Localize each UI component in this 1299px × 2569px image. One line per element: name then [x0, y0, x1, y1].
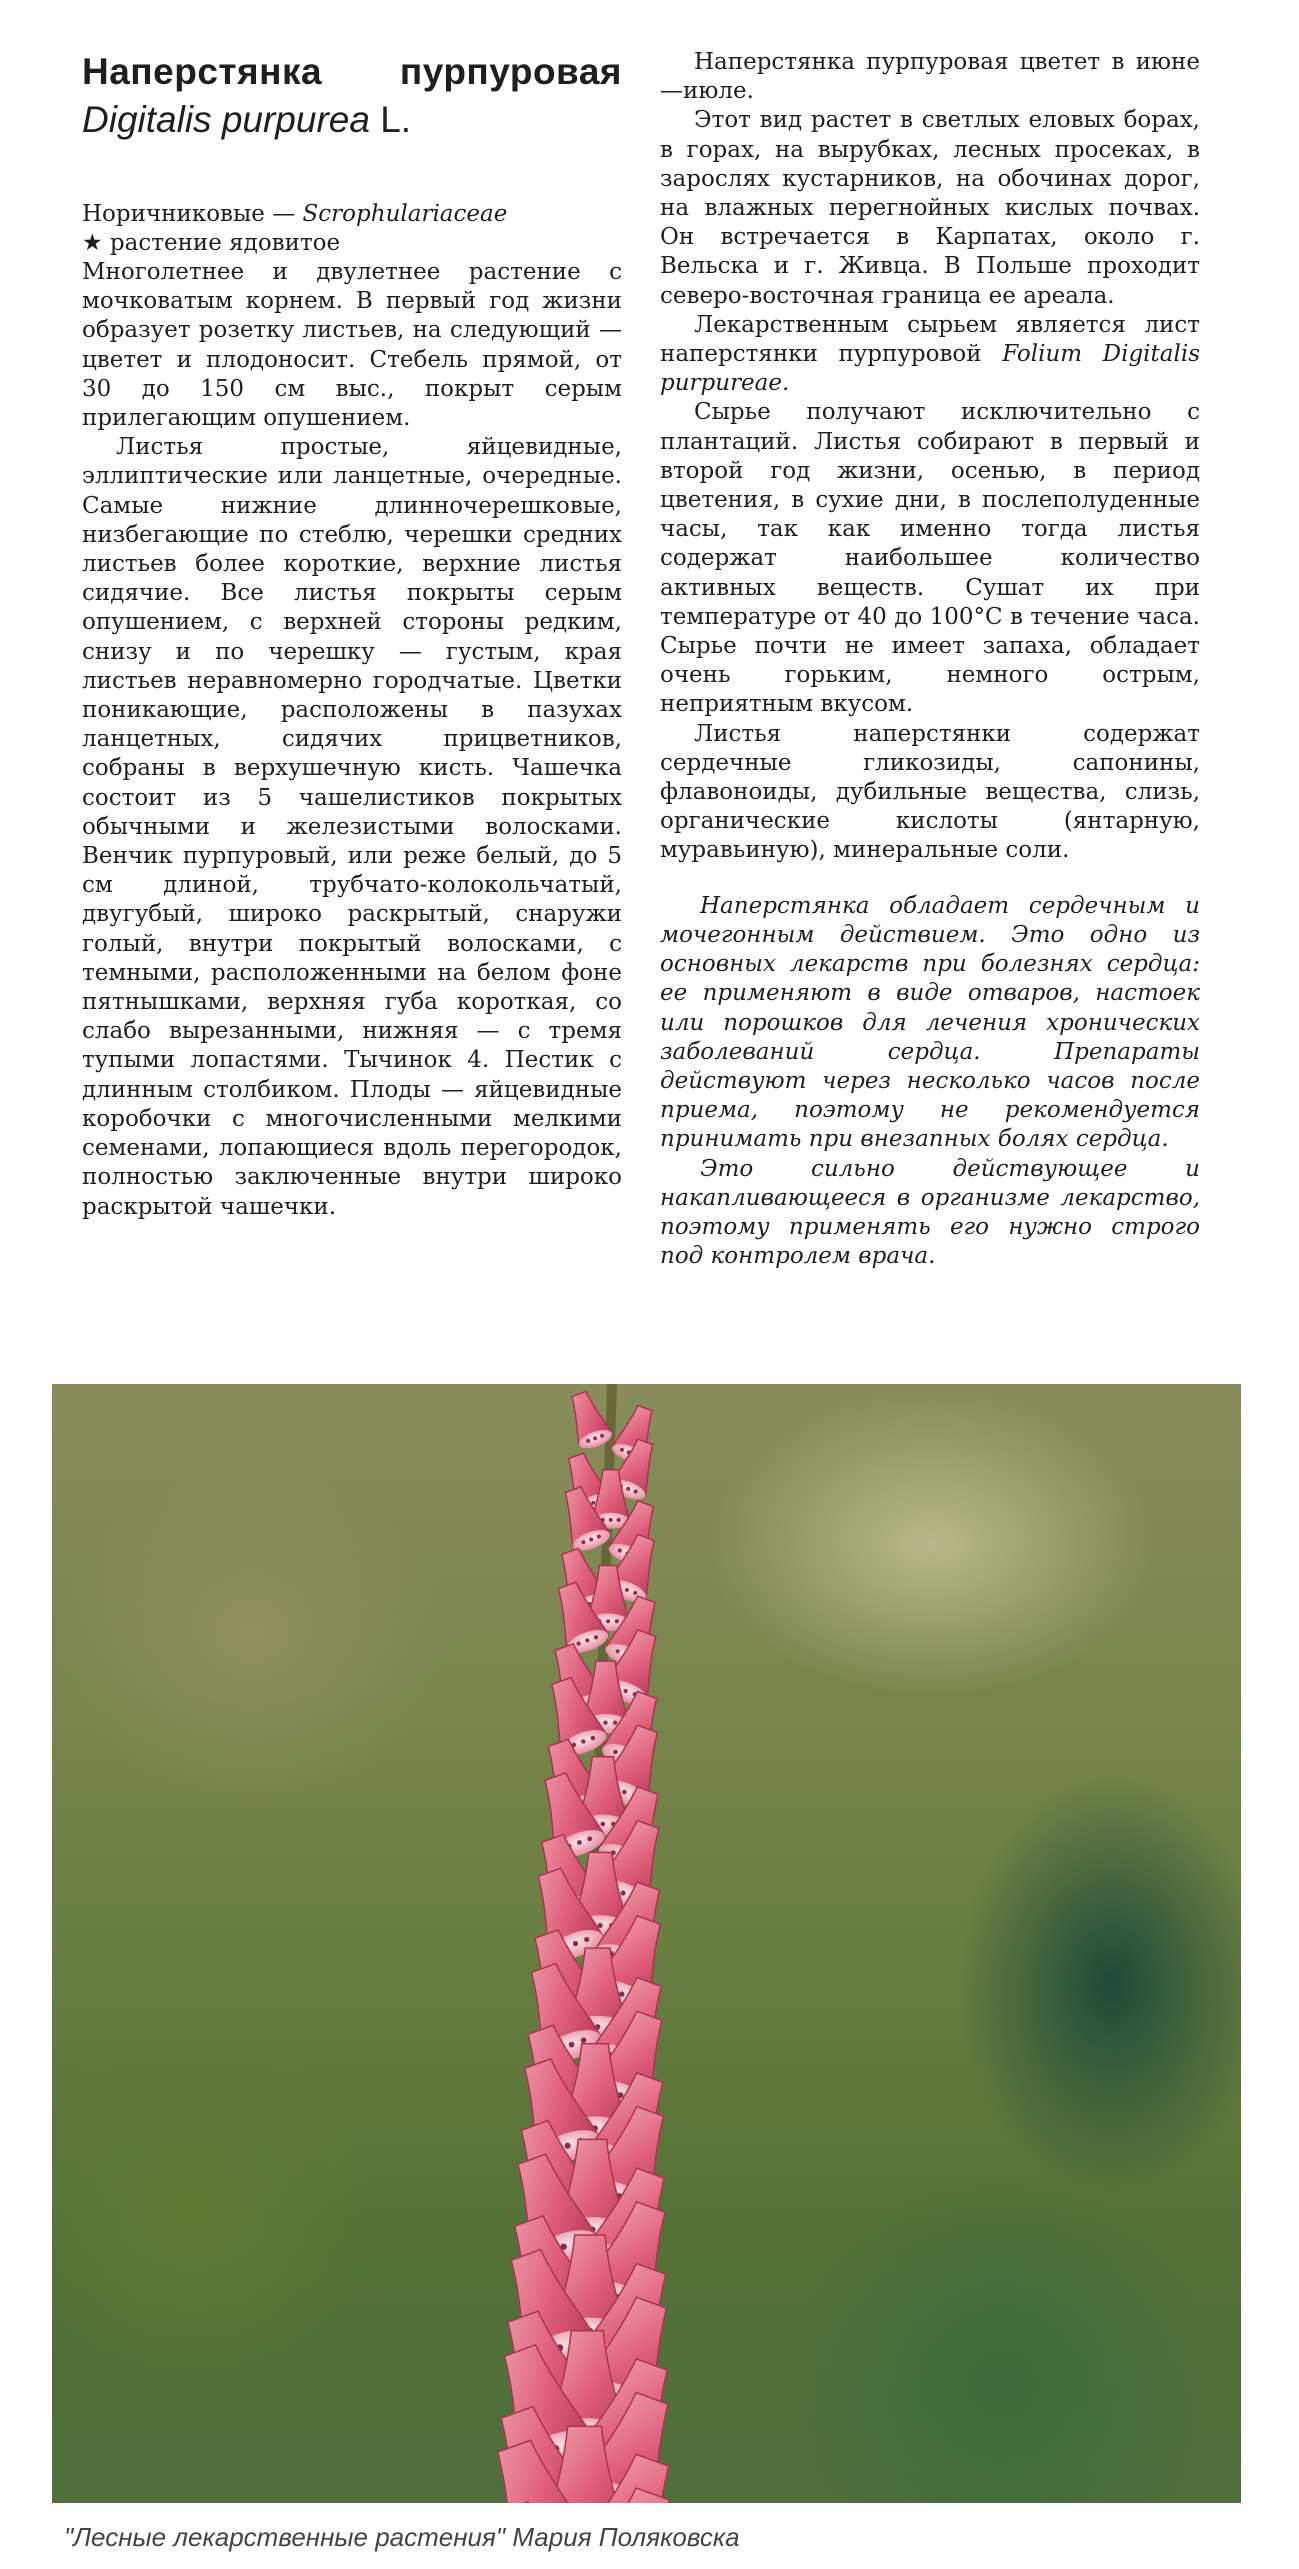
poison-note: ★ растение ядовитое	[82, 230, 341, 256]
paragraph-warning: Это сильно действующее и накапливающееся в организме лекарство, поэтому применять его нужно строго под контролем врача.	[660, 1155, 1200, 1270]
paragraph-habitat: Этот вид растет в светлых еловых борах, в горах, на вырубках, лесных просеках, в зарослях кустарников, на обочинах дорог, на влажных перегнойных кислых почвах. Он встречается в Карпатах, около г. Вельска и г. Живца. В Польше проходит северо-восточная граница ее ареала.	[660, 107, 1200, 309]
family-ru: Норичниковые —	[82, 201, 303, 227]
family-line	[82, 200, 622, 229]
latin-name	[82, 96, 622, 144]
foxglove-illustration	[52, 1384, 1241, 2503]
paragraph-flowering: Наперстянка пурпуровая цветет в июне—июле.	[660, 49, 1200, 105]
paragraph-composition: Листья наперстянки содержат сердечные гликозиды, сапонины, флавоноиды, дубильные вещества, слизь, органические кислоты (янтарную, муравьиную), минеральные соли.	[660, 720, 1200, 864]
raw-material-latin: Folium Digitalis purpureae.	[660, 341, 1201, 397]
paragraph-harvesting: Сырье получают исключительно с плантаций. Листья собирают в первый и второй год жизни, осенью, в период цветения, в сухие дни, в послеполуденные часы, так как именно тогда листья содержат наибольшее количество активных веществ. Сушат их при температуре от 40 до 100°С в течение часа. Сырье почти не имеет запаха, обладает очень горьким, немного острым, неприятным вкусом.	[660, 399, 1200, 718]
left-column	[82, 48, 622, 1222]
family-latin: Scrophulariaceae	[302, 201, 508, 227]
source-caption: "Лесные лекарственные растения" Мария Поляковска	[64, 2522, 740, 2552]
page-title: Наперстянка пурпуровая	[82, 51, 622, 92]
latin-author: L.	[380, 99, 412, 140]
latin-species: Digitalis purpurea	[82, 99, 370, 140]
paragraph-leaves-flowers: Листья простые, яйцевидные, эллиптические или ланцетные, очередные. Самые нижние длинночерешковые, низбегающие по стеблю, черешки средних листьев более короткие, верхние листья сидячие. Все листья покрыты серым опушением, с верхней стороны редким, снизу и по черешку — густым, края листьев неравномерно городчатые. Цветки поникающие, расположены в пазухах ланцетных, сидячих прицветников, собраны в верхушечную кисть. Чашечка состоит из 5 чашелистиков покрытых обычными и железистыми волосками. Венчик пурпуровый, или реже белый, до 5 см длиной, трубчато-колокольчатый, двугубый, широко раскрытый, снаружи голый, внутри покрытый волосками, с темными, расположенными на белом фоне пятнышками, верхняя губа короткая, со слабо вырезанными, нижняя — с тремя тупыми лопастями. Тычинок 4. Пестик с длинным столбиком. Плоды — яйцевидные коробочки с многочисленными мелкими семенами, лопающиеся вдоль перегородок, полностью заключенные внутри широко раскрытой чашечки.	[82, 434, 622, 1220]
right-column	[660, 48, 1200, 1271]
paragraph-action: Наперстянка обладает сердечным и мочегонным действием. Это одно из основных лекарств при болезнях сердца: ее применяют в виде отваров, настоек или порошков для лечения хронических заболеваний сердца. Препараты действуют через несколько часов после приема, поэтому не рекомендуется принимать при внезапных болях сердца.	[660, 892, 1200, 1153]
foxglove-photo	[52, 1384, 1241, 2503]
raw-material-text: Лекарственным сырьем является лист наперстянки пурпуровой	[660, 311, 1200, 368]
paragraph-raw-material	[660, 311, 1200, 399]
paragraph-description: Многолетнее и двулетнее растение с мочковатым корнем. В первый год жизни образует розетку листьев, на следующий — цветет и плодоносит. Стебель прямой, от 30 до 150 см выс., покрыт серым прилегающим опушением.	[82, 259, 622, 432]
